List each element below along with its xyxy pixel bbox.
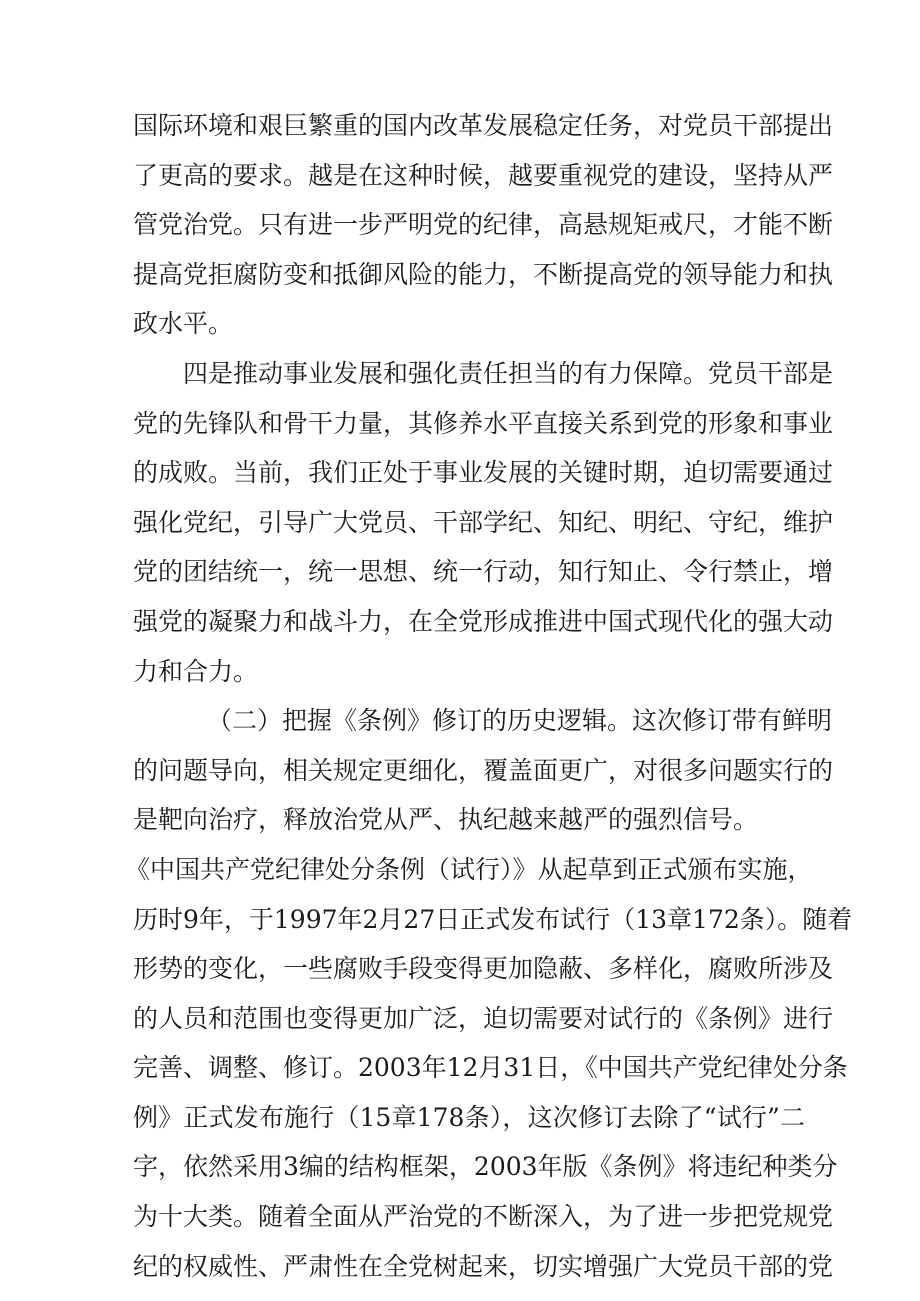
text-line: 四是推动事业发展和强化责任担当的有力保障。党员干部是 xyxy=(183,358,834,388)
text-line: 完善、调整、修订。2003年12月31日，《中国共产党纪律处分条 xyxy=(133,1053,848,1083)
text-line: 提高党拒腐防变和抵御风险的能力，不断提高党的领导能力和执 xyxy=(133,259,834,289)
text-line: 历时9年，于1997年2月27日正式发布试行（13章172条）。随着 xyxy=(133,904,853,934)
text-line: 强党的凝聚力和战斗力，在全党形成推进中国式现代化的强大动 xyxy=(133,606,834,636)
text-line: 是靶向治疗，释放治党从严、执纪越来越严的强烈信号。 xyxy=(133,805,759,835)
text-line: 了更高的要求。越是在这种时候，越要重视党的建设，坚持从严 xyxy=(133,160,834,190)
text-line: 的成败。当前，我们正处于事业发展的关键时期，迫切需要通过 xyxy=(133,458,834,488)
text-line: 的人员和范围也变得更加广泛，迫切需要对试行的《条例》进行 xyxy=(133,1003,834,1033)
text-line: 形势的变化，一些腐败手段变得更加隐蔽、多样化，腐败所涉及 xyxy=(133,954,834,984)
text-line: 强化党纪，引导广大党员、干部学纪、知纪、明纪、守纪，维护 xyxy=(133,507,834,537)
text-line: 党的先锋队和骨干力量，其修养水平直接关系到党的形象和事业 xyxy=(133,408,834,438)
text-line: 管党治党。只有进一步严明党的纪律，高悬规矩戒尺，才能不断 xyxy=(133,210,834,240)
body-text xyxy=(125,101,853,1291)
section-heading-line: （二）把握《条例》修订的历史逻辑。这次修订带有鲜明 xyxy=(207,706,833,736)
text-line: 的问题导向，相关规定更细化，覆盖面更广，对很多问题实行的 xyxy=(133,755,834,785)
text-line: 《中国共产党纪律处分条例（试行）》从起草到正式颁布实施， xyxy=(125,854,813,884)
text-line: 力和合力。 xyxy=(133,656,259,686)
text-line: 政水平。 xyxy=(133,309,234,339)
text-line: 国际环境和艰巨繁重的国内改革发展稳定任务，对党员干部提出 xyxy=(133,111,834,140)
text-line: 党的团结统一，统一思想、统一行动，知行知止、令行禁止，增 xyxy=(133,557,834,587)
text-line: 为十大类。随着全面从严治党的不断深入，为了进一步把党规党 xyxy=(133,1202,834,1232)
text-line: 例》正式发布施行（15章178条），这次修订去除了“试行”二 xyxy=(133,1102,805,1132)
text-line: 纪的权威性、严肃性在全党树起来，切实增强广大党员干部的党 xyxy=(133,1251,834,1281)
text-line: 字，依然采用3编的结构框架，2003年版《条例》将违纪种类分 xyxy=(133,1152,838,1182)
